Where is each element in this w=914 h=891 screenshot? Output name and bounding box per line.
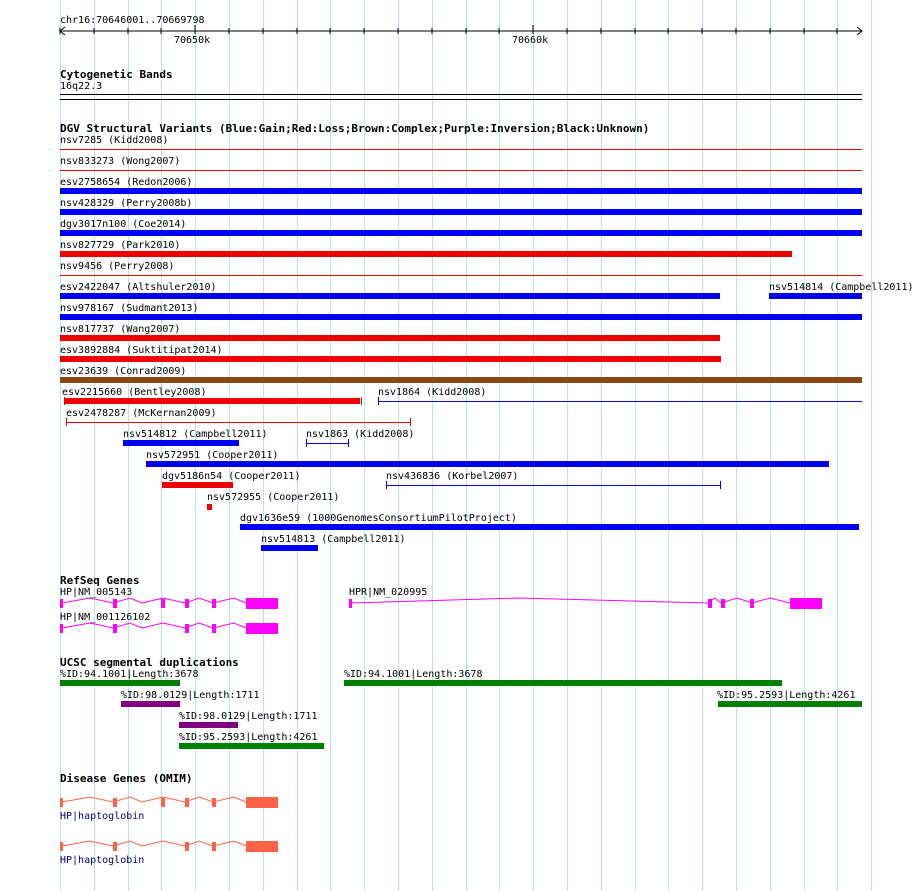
variant-label[interactable]: nsv436836 (Korbel2007) <box>386 471 519 482</box>
variant-label[interactable]: esv2478287 (McKernan2009) <box>66 408 217 419</box>
gene-label[interactable]: HP|NM_001126102 <box>60 612 151 623</box>
ruler-tick-label: 70660k <box>512 35 549 46</box>
location-label: chr16:70646001..70669798 <box>60 15 205 26</box>
variant-label[interactable]: nsv7285 (Kidd2008) <box>60 135 169 146</box>
variant-label[interactable]: nsv978167 (Sudmant2013) <box>60 303 199 314</box>
variant-bar[interactable] <box>306 443 349 444</box>
variant-label[interactable]: esv2215660 (Bentley2008) <box>62 387 207 398</box>
variant-label[interactable]: nsv1864 (Kidd2008) <box>378 387 487 398</box>
segdup-label[interactable]: %ID:94.1001|Length:3678 <box>344 669 483 680</box>
grid-line <box>736 0 737 891</box>
track-title-segdups: UCSC segmental duplications <box>60 656 239 669</box>
variant-bar[interactable] <box>60 170 862 171</box>
variant-bound <box>361 397 362 405</box>
grid-line <box>837 0 838 891</box>
grid-line <box>702 0 703 891</box>
grid-line <box>804 0 805 891</box>
variant-label[interactable]: dgv1636e59 (1000GenomesConsortiumPilotProject) <box>240 513 517 524</box>
omim-gene-link[interactable]: HP|haptoglobin <box>60 811 145 822</box>
variant-bar[interactable] <box>378 401 862 402</box>
track-title-cytobands: Cytogenetic Bands <box>60 68 173 81</box>
variant-label[interactable]: nsv572955 (Cooper2011) <box>207 492 340 503</box>
variant-bar[interactable] <box>60 149 862 150</box>
cytoband-bar[interactable] <box>60 94 862 95</box>
track-title-omim: Disease Genes (OMIM) <box>60 772 193 785</box>
variant-label[interactable]: dgv3017n100 (Coe2014) <box>60 219 187 230</box>
cytoband-bar[interactable] <box>60 99 862 100</box>
variant-label[interactable]: nsv817737 (Wang2007) <box>60 324 181 335</box>
grid-line <box>871 0 872 891</box>
segdup-label[interactable]: %ID:94.1001|Length:3678 <box>60 669 199 680</box>
variant-label[interactable]: nsv428329 (Perry2008b) <box>60 198 193 209</box>
gene-label[interactable]: HPR|NM_020995 <box>349 587 428 598</box>
cytoband-label[interactable]: 16q22.3 <box>60 81 103 92</box>
gene-label[interactable]: HP|NM_005143 <box>60 587 133 598</box>
omim-gene-link[interactable]: HP|haptoglobin <box>60 855 145 866</box>
variant-bar[interactable] <box>207 504 212 510</box>
variant-label[interactable]: nsv1863 (Kidd2008) <box>306 429 415 440</box>
variant-label[interactable]: esv23639 (Conrad2009) <box>60 366 187 377</box>
variant-bound <box>720 481 721 489</box>
variant-bar[interactable] <box>66 422 410 423</box>
variant-label[interactable]: esv2422047 (Altshuler2010) <box>60 282 217 293</box>
variant-label[interactable]: nsv833273 (Wong2007) <box>60 156 181 167</box>
segdup-label[interactable]: %ID:95.2593|Length:4261 <box>179 732 318 743</box>
variant-bar[interactable] <box>60 275 862 276</box>
variant-label[interactable]: esv3892884 (Suktitipat2014) <box>60 345 223 356</box>
segdup-label[interactable]: %ID:98.0129|Length:1711 <box>179 711 318 722</box>
variant-label[interactable]: esv2758654 (Redon2006) <box>60 177 193 188</box>
segdup-label[interactable]: %ID:95.2593|Length:4261 <box>717 690 856 701</box>
variant-bar[interactable] <box>386 485 721 486</box>
ruler-tick-label: 70650k <box>174 35 211 46</box>
variant-label[interactable]: nsv572951 (Cooper2011) <box>146 450 279 461</box>
grid-line <box>770 0 771 891</box>
omim-gene-model[interactable] <box>60 794 280 810</box>
omim-gene-model[interactable] <box>60 838 280 854</box>
variant-label[interactable]: nsv827729 (Park2010) <box>60 240 181 251</box>
grid-line <box>668 0 669 891</box>
variant-bound <box>410 418 411 426</box>
variant-label[interactable]: nsv514813 (Campbell2011) <box>261 534 406 545</box>
segdup-label[interactable]: %ID:98.0129|Length:1711 <box>121 690 260 701</box>
track-title-refseq: RefSeq Genes <box>60 574 140 587</box>
track-title-dgv: DGV Structural Variants (Blue:Gain;Red:Loss;Brown:Complex;Purple:Inversion;Black:Unknown) <box>60 122 650 135</box>
variant-label[interactable]: dgv5186n54 (Cooper2011) <box>162 471 301 482</box>
variant-label[interactable]: nsv514812 (Campbell2011) <box>123 429 268 440</box>
variant-label[interactable]: nsv514814 (Campbell2011) <box>769 282 914 293</box>
variant-label[interactable]: nsv9456 (Perry2008) <box>60 261 175 272</box>
